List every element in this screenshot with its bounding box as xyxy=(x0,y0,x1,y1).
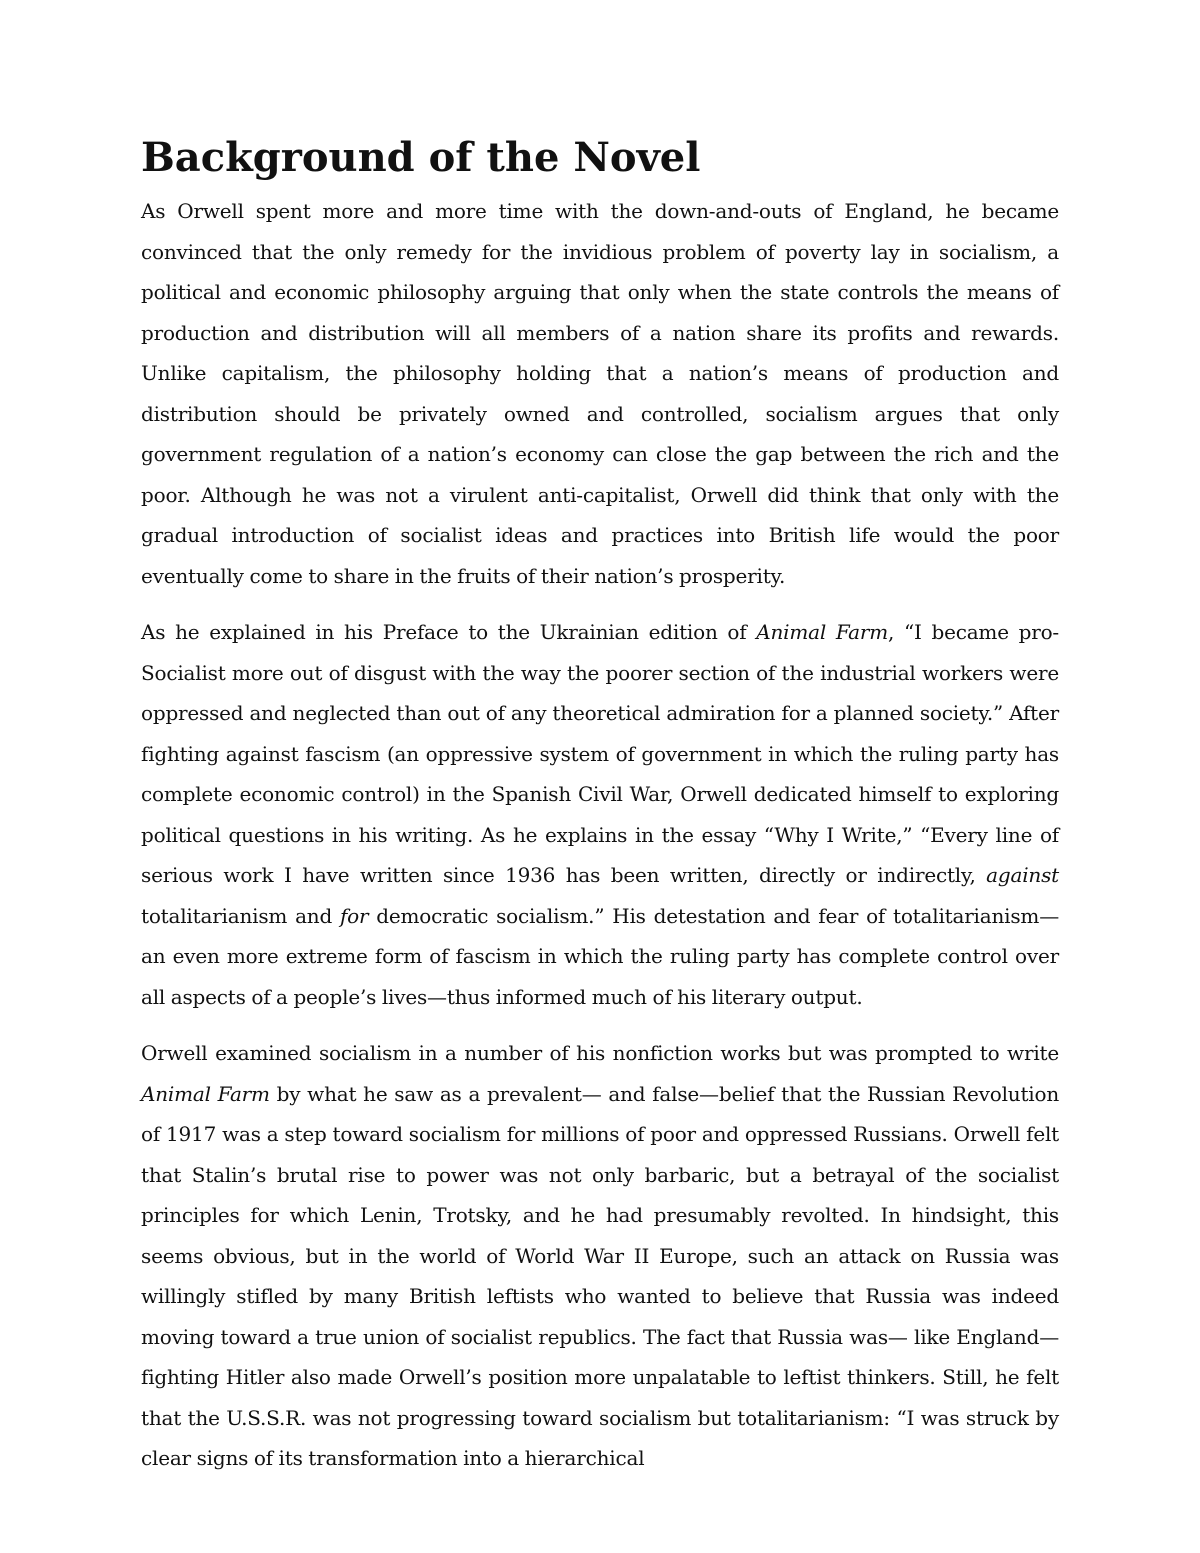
italic-emphasis: for xyxy=(339,903,369,928)
text-run: democratic socialism.” His detestation and fear of totalitarianism—an even more extreme form of fascism in which the ruling party has complete control over all aspects of a people’s lives—thus informed much of his literary output. xyxy=(141,903,1059,1009)
section-heading: Background of the Novel xyxy=(141,134,701,181)
text-run: As he explained in his Preface to the Ukrainian edition of xyxy=(141,620,757,644)
text-run: As Orwell spent more and more time with the down-and-outs of England, he became convinced that the only remedy for the invidious problem of poverty lay in socialism, a political and economic philosophy arguing that only when the state controls the means of production and distribution will all members of a nation share its profits and rewards. Unlike capitalism, the philosophy holding that a nation’s means of production and distribution should be privately owned and controlled, socialism argues that only government regulation of a nation’s economy can close the gap between the rich and the poor. Although he was not a virulent anti-capitalist, Orwell did think that only with the gradual introduction of socialist ideas and practices into British life would the poor eventually come to share in the fruits of their nation’s prosperity. xyxy=(141,199,1059,588)
italic-book-title: Animal Farm xyxy=(756,620,889,644)
paragraph xyxy=(141,191,1059,596)
text-run: by what he saw as a prevalent— and false—belief that the Russian Revolution of 1917 was a step toward socialism for millions of poor and oppressed Russians. Orwell felt that Stalin’s brutal rise to power was not only barbaric, but a betrayal of the socialist principles for which Lenin, Trotsky, and he had presumably revolted. In hindsight, this seems obvious, but in the world of World War II Europe, such an attack on Russia was willingly stifled by many British leftists who wanted to believe that Russia was indeed moving toward a true union of socialist republics. The fact that Russia was— like England—fighting Hitler also made Orwell’s position more unpalatable to leftist thinkers. Still, he felt that the U.S.S.R. was not progressing toward socialism but totalitarianism: “I was struck by clear signs of its transformation into a hierarchical xyxy=(141,1081,1060,1470)
text-run: Orwell examined socialism in a number of his nonfiction works but was prompted to write xyxy=(141,1041,1059,1065)
text-run: , “I became pro-Socialist more out of disgust with the way the poorer section of the industrial workers were oppressed and neglected than out of any theoretical admiration for a planned society.” After fighting against fascism (an oppressive system of government in which the ruling party has complete economic control) in the Spanish Civil War, Orwell dedicated himself to exploring political questions in his writing. As he explains in the essay “Why I Write,” “Every line of serious work I have written since 1936 has been written, directly or indirectly, xyxy=(141,620,1059,887)
italic-book-title: Animal Farm xyxy=(141,1081,270,1106)
document-body xyxy=(141,134,1060,1479)
paragraph xyxy=(141,1033,1059,1479)
text-run: totalitarianism and xyxy=(141,903,340,928)
italic-emphasis: against xyxy=(986,863,1059,887)
paragraph xyxy=(141,612,1059,1017)
